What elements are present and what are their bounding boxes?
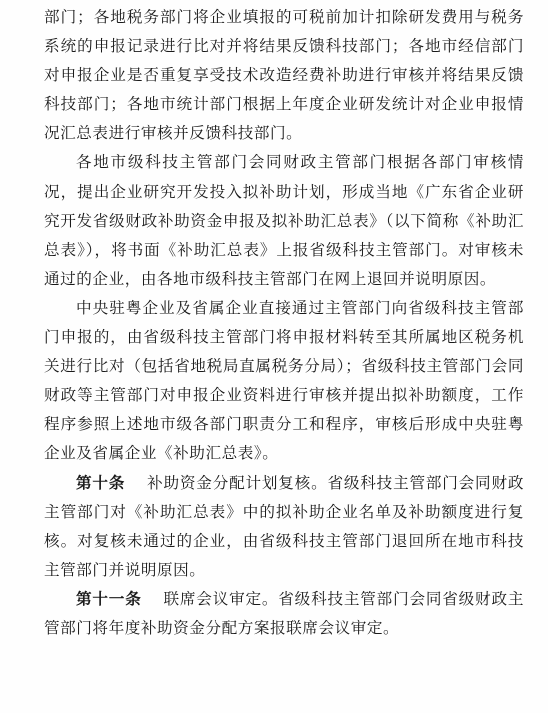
document-body [44,3,524,643]
paragraph-text: 中央驻粤企业及省属企业直接通过主管部门向省级科技主管部门申报的，由省级科技主管部门将申报材料转至其所属地区税务机关进行比对（包括省地税局直属税务分局）；省级科技主管部门会同财政等主管部门对申报企业资料进行审核并提出拟补助额度，工作程序参照上述地市级各部门职责分工和程序，审核后形成中央驻粤企业及省属企业《补助汇总表》。 [44,298,524,463]
paragraph-municipal-subsidy-plan [44,148,524,293]
paragraph-text: 部门；各地税务部门将企业填报的可税前加计扣除研发费用与税务系统的申报记录进行比对并将结果反馈科技部门；各地市经信部门对申报企业是否重复享受技术改造经费补助进行审核并将结果反馈科技部门；各地市统计部门根据上年度企业研发统计对企业申报情况汇总表进行审核并反馈科技部门。 [44,8,524,143]
paragraph-central-provincial-enterprises [44,294,524,469]
article-11-heading: 第十一条 [76,589,158,608]
paragraph-department-review-duties [44,3,524,148]
article-10-text: 补助资金分配计划复核。省级科技主管部门会同财政主管部门对《补助汇总表》中的拟补助企业名单及补助额度进行复核。对复核未通过的企业，由省级科技主管部门退回所在地市科技主管部门并说明原因。 [44,473,524,579]
article-10 [44,469,524,585]
article-11-text: 联席会议审定。省级科技主管部门会同省级财政主管部门将年度补助资金分配方案报联席会议审定。 [44,589,524,637]
article-10-heading: 第十条 [76,473,142,492]
article-11 [44,585,524,643]
paragraph-text: 各地市级科技主管部门会同财政主管部门根据各部门审核情况，提出企业研究开发投入拟补助计划，形成当地《广东省企业研究开发省级财政补助资金申报及拟补助汇总表》（以下简称《补助汇总表》），将书面《补助汇总表》上报省级科技主管部门。对审核未通过的企业，由各地市级科技主管部门在网上退回并说明原因。 [44,153,524,288]
